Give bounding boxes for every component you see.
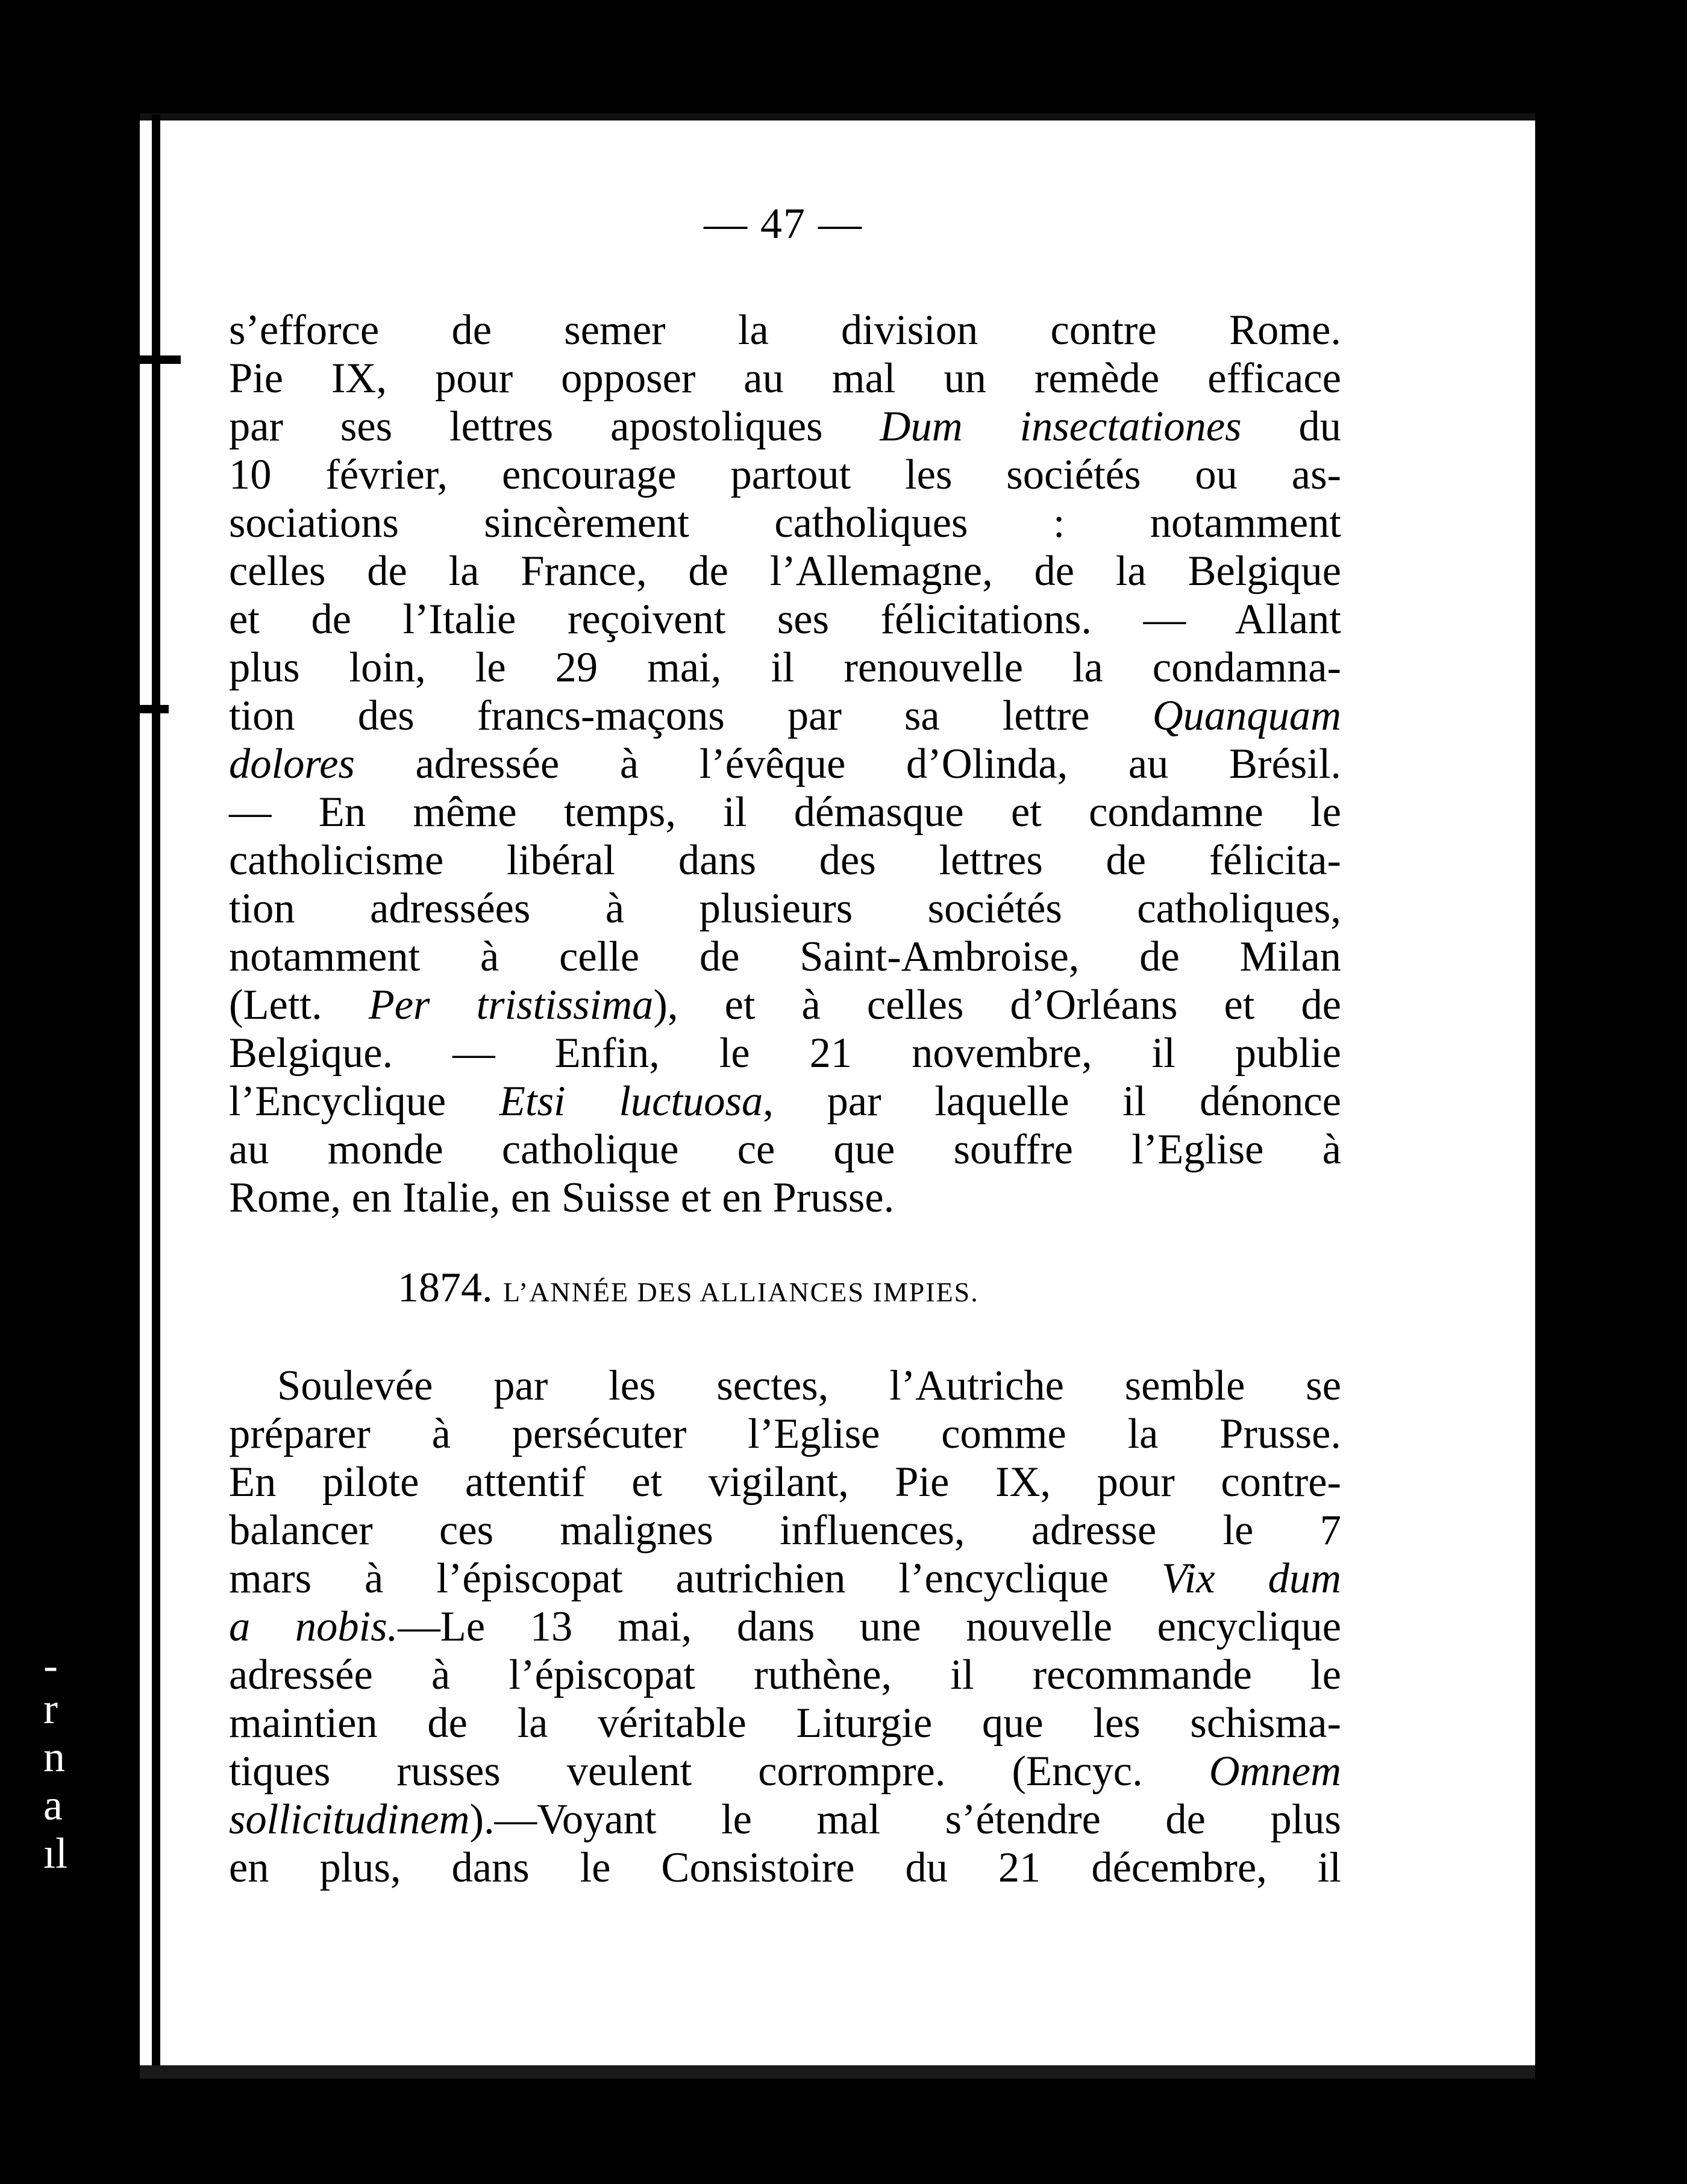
italic-title: Etsi luctuosa [499, 1078, 763, 1125]
text-span: du [1241, 403, 1342, 450]
text-line: 10 février, encourage partout les sociétés ou as- [229, 451, 1341, 498]
text-span: (Lett. [229, 981, 369, 1028]
text-line: sociations sincèrement catholiques : notamment [229, 499, 1341, 546]
binding-edge [152, 114, 160, 2085]
text-span: —Le 13 mai, dans une nouvelle encyclique [398, 1603, 1341, 1650]
text-line: Pie IX, pour opposer au mal un remède efficace [229, 355, 1341, 402]
text-line: catholicisme libéral dans des lettres de félicita- [229, 837, 1341, 884]
page-number: — 47 — [704, 199, 863, 248]
text-line: s’efforce de semer la division contre Rome. [229, 307, 1341, 354]
text-span: mars à l’épiscopat autrichien l’encyclique [229, 1555, 1162, 1602]
margin-fragment: n [43, 1733, 65, 1781]
text-line: Rome, en Italie, en Suisse et en Prusse. [229, 1174, 895, 1221]
text-line: plus loin, le 29 mai, il renouvelle la condamna- [229, 644, 1341, 691]
text-line [229, 692, 1341, 740]
text-span: adressée à l’évêque d’Olinda, au Brésil. [354, 740, 1341, 787]
text-line: — En même temps, il démasque et condamne le [229, 789, 1341, 836]
text-line: en plus, dans le Consistoire du 21 décembre, il [229, 1844, 1341, 1891]
text-line: tion adressées à plusieurs sociétés catholiques, [229, 885, 1341, 932]
text-span: ).—Voyant le mal s’étendre de plus [469, 1796, 1341, 1843]
text-line: maintien de la véritable Liturgie que les schisma- [229, 1700, 1341, 1747]
text-line [229, 740, 1341, 788]
italic-title: Per tristissima [368, 981, 654, 1028]
margin-fragment: a [43, 1781, 63, 1829]
heading-title: L’ANNÉE DES ALLIANCES IMPIES. [503, 1277, 979, 1307]
margin-fragment: - [43, 1641, 58, 1689]
text-span: l’Encyclique [229, 1078, 499, 1125]
margin-fragment: ıl [43, 1829, 68, 1877]
page-top-edge [140, 113, 1535, 120]
text-span: , par laquelle il dénonce [763, 1078, 1341, 1125]
text-span: tion des francs-maçons par sa lettre [229, 692, 1153, 739]
text-line [229, 1554, 1341, 1603]
text-line [229, 1747, 1341, 1795]
italic-title: Quanquam [1152, 692, 1341, 739]
text-line: Belgique. — Enfin, le 21 novembre, il publie [229, 1030, 1341, 1077]
text-line [229, 1603, 1341, 1651]
heading-year: 1874. [398, 1265, 493, 1311]
text-line: celles de la France, de l’Allemagne, de la Belgique [229, 548, 1341, 595]
margin-fragment: r [43, 1685, 58, 1733]
italic-title: Vix dum [1161, 1555, 1341, 1602]
italic-title: sollicitudinem [229, 1796, 470, 1843]
text-line [229, 981, 1341, 1029]
text-line [229, 1077, 1341, 1125]
text-line [229, 402, 1341, 451]
text-line: préparer à persécuter l’Eglise comme la Prusse. [229, 1410, 1341, 1457]
page-bottom-edge [140, 2065, 1535, 2079]
text-line: balancer ces malignes influences, adresse le 7 [229, 1507, 1341, 1554]
paragraph-2 [229, 1362, 1341, 1892]
text-span: tiques russes veulent corrompre. (Encyc. [229, 1748, 1209, 1795]
italic-title: Dum insectationes [880, 403, 1242, 450]
paragraph-1 [229, 306, 1341, 1222]
text-line: En pilote attentif et vigilant, Pie IX, pour contre- [229, 1459, 1341, 1506]
text-line [229, 1795, 1341, 1844]
section-heading [398, 1264, 1181, 1312]
text-span: par ses lettres apostoliques [229, 403, 880, 450]
text-line: Soulevée par les sectes, l’Autriche semble se [277, 1362, 1341, 1409]
text-line: au monde catholique ce que souffre l’Eglise à [229, 1126, 1341, 1173]
text-line: et de l’Italie reçoivent ses félicitations. — Allant [229, 596, 1341, 643]
italic-title: a nobis. [229, 1603, 398, 1650]
binding-mark [90, 705, 169, 713]
binding-mark [72, 355, 181, 364]
italic-title: Omnem [1209, 1748, 1341, 1795]
italic-title: dolores [229, 740, 355, 787]
text-line: adressée à l’épiscopat ruthène, il recommande le [229, 1651, 1341, 1698]
text-line: notamment à celle de Saint-Ambroise, de Milan [229, 933, 1341, 980]
text-span: ), et à celles d’Orléans et de [653, 981, 1341, 1028]
